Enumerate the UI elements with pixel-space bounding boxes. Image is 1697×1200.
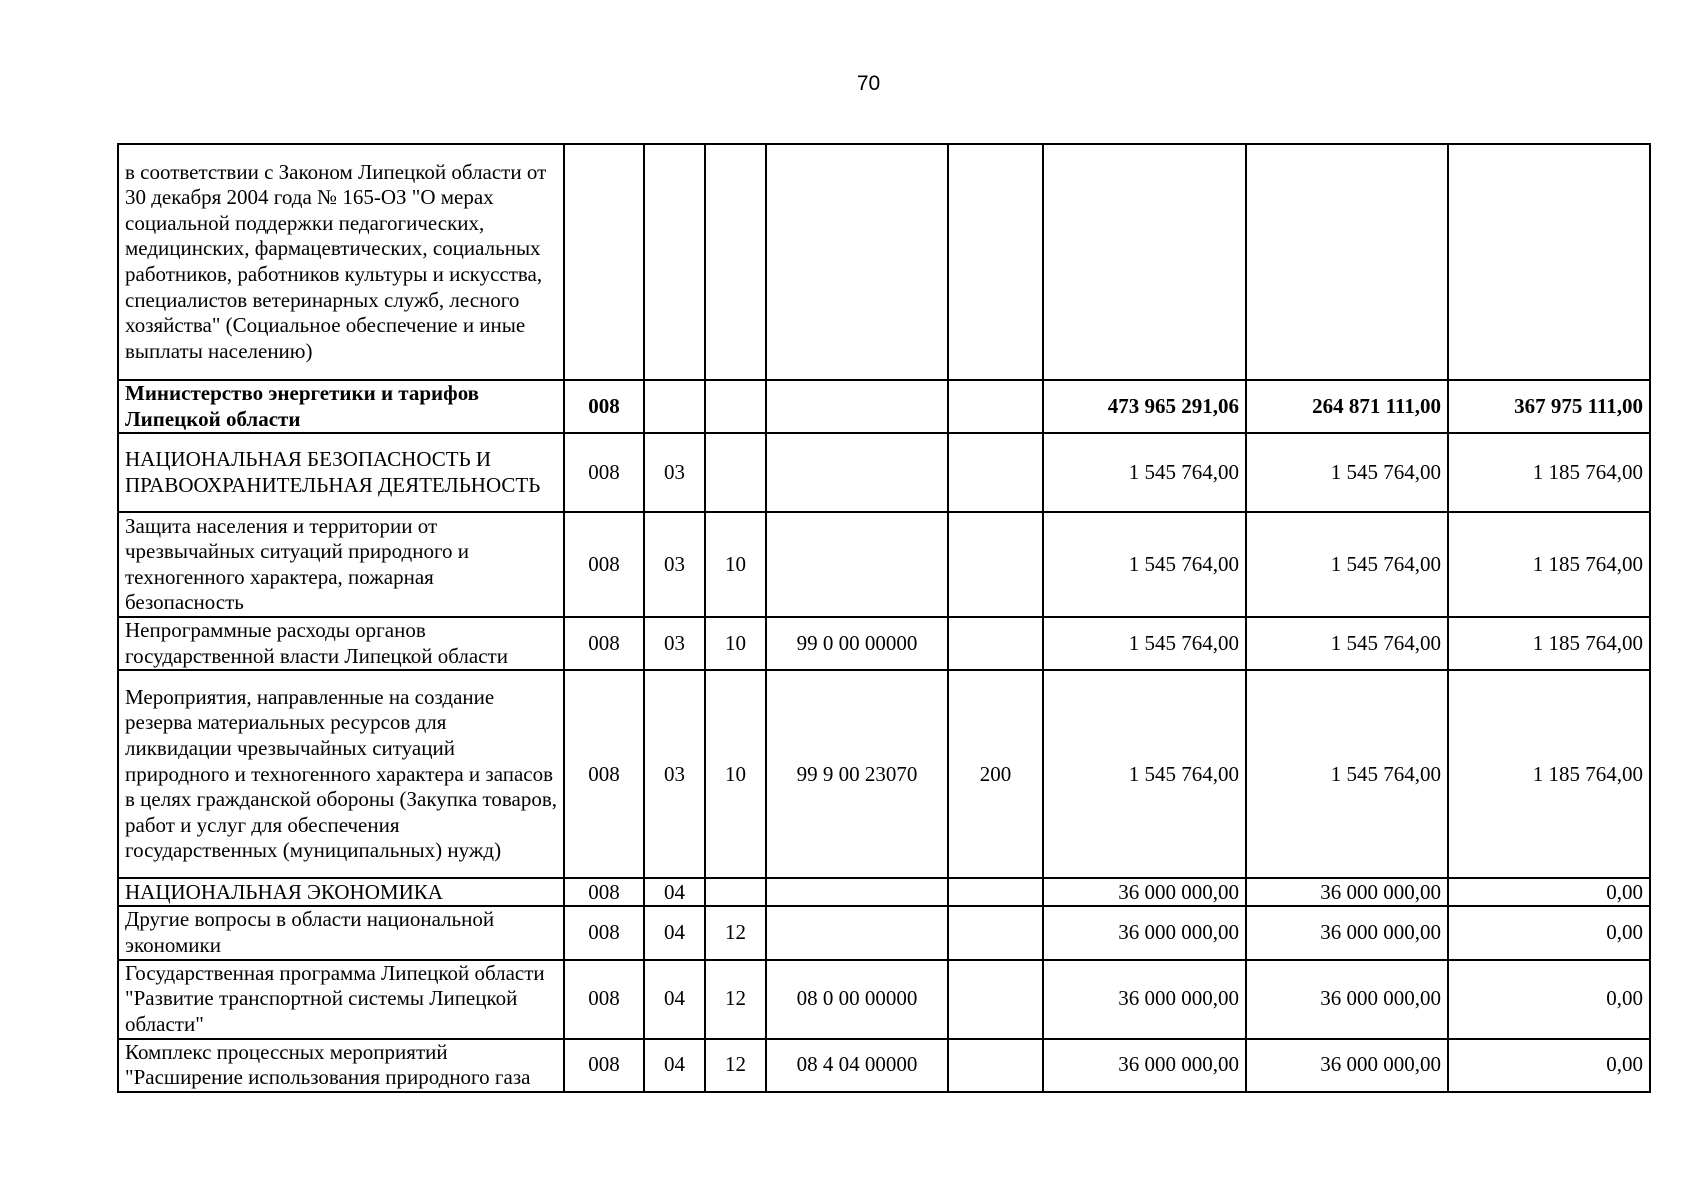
- amount-year3-cell: [1448, 144, 1650, 380]
- expense-type-cell: [948, 380, 1043, 433]
- row-name-cell: Защита населения и территории от чрезвычайных ситуаций природного и техногенного характера, пожарная безопасность: [118, 512, 564, 617]
- amount-year1-cell: 1 545 764,00: [1043, 512, 1246, 617]
- section-code-cell: 03: [644, 512, 705, 617]
- amount-year2-cell: 1 545 764,00: [1246, 512, 1448, 617]
- row-name-cell: Другие вопросы в области национальной экономики: [118, 906, 564, 959]
- amount-year2-cell: 36 000 000,00: [1246, 878, 1448, 906]
- target-article-cell: [766, 906, 948, 959]
- row-name-cell: Государственная программа Липецкой области "Развитие транспортной системы Липецкой области": [118, 960, 564, 1039]
- expense-type-cell: [948, 878, 1043, 906]
- amount-year2-cell: 36 000 000,00: [1246, 1039, 1448, 1092]
- amount-year3-cell: 0,00: [1448, 1039, 1650, 1092]
- table-row: [118, 433, 1650, 512]
- amount-year2-cell: 36 000 000,00: [1246, 960, 1448, 1039]
- amount-year1-cell: 36 000 000,00: [1043, 878, 1246, 906]
- amount-year1-cell: 1 545 764,00: [1043, 670, 1246, 878]
- section-code-cell: 04: [644, 960, 705, 1039]
- amount-year1-cell: 1 545 764,00: [1043, 617, 1246, 670]
- amount-year2-cell: 36 000 000,00: [1246, 906, 1448, 959]
- row-name-cell: Комплекс процессных мероприятий "Расширение использования природного газа: [118, 1039, 564, 1092]
- subsection-code-cell: [705, 433, 766, 512]
- section-code-cell: [644, 144, 705, 380]
- expense-type-cell: 200: [948, 670, 1043, 878]
- subsection-code-cell: [705, 878, 766, 906]
- subsection-code-cell: [705, 144, 766, 380]
- amount-year3-cell: 0,00: [1448, 878, 1650, 906]
- amount-year3-cell: 1 185 764,00: [1448, 512, 1650, 617]
- expense-type-cell: [948, 512, 1043, 617]
- row-name-cell: Министерство энергетики и тарифов Липецкой области: [118, 380, 564, 433]
- amount-year3-cell: 0,00: [1448, 906, 1650, 959]
- target-article-cell: 08 0 00 00000: [766, 960, 948, 1039]
- section-code-cell: 04: [644, 906, 705, 959]
- subsection-code-cell: [705, 380, 766, 433]
- section-code-cell: 03: [644, 617, 705, 670]
- table-row: [118, 878, 1650, 906]
- row-name-cell: Мероприятия, направленные на создание резерва материальных ресурсов для ликвидации чрезвычайных ситуаций природного и техногенного характера и запасов в целях гражданской обороны (Закупка товаров, работ и услуг для обеспечения государственных (муниципальных) нужд): [118, 670, 564, 878]
- expense-type-cell: [948, 960, 1043, 1039]
- row-name-cell: Непрограммные расходы органов государственной власти Липецкой области: [118, 617, 564, 670]
- admin-code-cell: 008: [564, 1039, 644, 1092]
- budget-table: [117, 143, 1651, 1093]
- admin-code-cell: 008: [564, 512, 644, 617]
- amount-year1-cell: 36 000 000,00: [1043, 1039, 1246, 1092]
- expense-type-cell: [948, 433, 1043, 512]
- amount-year1-cell: 36 000 000,00: [1043, 906, 1246, 959]
- admin-code-cell: 008: [564, 433, 644, 512]
- section-code-cell: [644, 380, 705, 433]
- table-row: [118, 906, 1650, 959]
- amount-year2-cell: 1 545 764,00: [1246, 670, 1448, 878]
- amount-year2-cell: [1246, 144, 1448, 380]
- amount-year3-cell: 367 975 111,00: [1448, 380, 1650, 433]
- amount-year1-cell: 473 965 291,06: [1043, 380, 1246, 433]
- section-code-cell: 04: [644, 1039, 705, 1092]
- table-row: [118, 617, 1650, 670]
- target-article-cell: 99 0 00 00000: [766, 617, 948, 670]
- subsection-code-cell: 10: [705, 617, 766, 670]
- admin-code-cell: 008: [564, 906, 644, 959]
- target-article-cell: 08 4 04 00000: [766, 1039, 948, 1092]
- amount-year3-cell: 0,00: [1448, 960, 1650, 1039]
- amount-year3-cell: 1 185 764,00: [1448, 617, 1650, 670]
- amount-year1-cell: [1043, 144, 1246, 380]
- table-row: [118, 670, 1650, 878]
- table-row: [118, 380, 1650, 433]
- target-article-cell: [766, 144, 948, 380]
- amount-year2-cell: 1 545 764,00: [1246, 433, 1448, 512]
- amount-year3-cell: 1 185 764,00: [1448, 433, 1650, 512]
- admin-code-cell: 008: [564, 878, 644, 906]
- admin-code-cell: 008: [564, 960, 644, 1039]
- admin-code-cell: 008: [564, 380, 644, 433]
- section-code-cell: 03: [644, 670, 705, 878]
- subsection-code-cell: 10: [705, 512, 766, 617]
- subsection-code-cell: 12: [705, 906, 766, 959]
- subsection-code-cell: 10: [705, 670, 766, 878]
- target-article-cell: 99 9 00 23070: [766, 670, 948, 878]
- row-name-cell: НАЦИОНАЛЬНАЯ ЭКОНОМИКА: [118, 878, 564, 906]
- amount-year3-cell: 1 185 764,00: [1448, 670, 1650, 878]
- amount-year1-cell: 1 545 764,00: [1043, 433, 1246, 512]
- subsection-code-cell: 12: [705, 1039, 766, 1092]
- expense-type-cell: [948, 1039, 1043, 1092]
- table-row: [118, 512, 1650, 617]
- section-code-cell: 04: [644, 878, 705, 906]
- page-number: 70: [856, 72, 881, 95]
- target-article-cell: [766, 433, 948, 512]
- amount-year2-cell: 264 871 111,00: [1246, 380, 1448, 433]
- target-article-cell: [766, 380, 948, 433]
- row-name-cell: НАЦИОНАЛЬНАЯ БЕЗОПАСНОСТЬ И ПРАВООХРАНИТЕЛЬНАЯ ДЕЯТЕЛЬНОСТЬ: [118, 433, 564, 512]
- table-row: [118, 1039, 1650, 1092]
- expense-type-cell: [948, 617, 1043, 670]
- amount-year2-cell: 1 545 764,00: [1246, 617, 1448, 670]
- target-article-cell: [766, 512, 948, 617]
- row-name-cell: в соответствии с Законом Липецкой области от 30 декабря 2004 года № 165-ОЗ "О мерах социальной поддержки педагогических, медицинских, фармацевтических, социальных работников, работников культуры и искусства, специалистов ветеринарных служб, лесного хозяйства" (Социальное обеспечение и иные выплаты населению): [118, 144, 564, 380]
- expense-type-cell: [948, 906, 1043, 959]
- target-article-cell: [766, 878, 948, 906]
- admin-code-cell: [564, 144, 644, 380]
- admin-code-cell: 008: [564, 617, 644, 670]
- amount-year1-cell: 36 000 000,00: [1043, 960, 1246, 1039]
- subsection-code-cell: 12: [705, 960, 766, 1039]
- table-row: [118, 960, 1650, 1039]
- admin-code-cell: 008: [564, 670, 644, 878]
- section-code-cell: 03: [644, 433, 705, 512]
- table-row: [118, 144, 1650, 380]
- expense-type-cell: [948, 144, 1043, 380]
